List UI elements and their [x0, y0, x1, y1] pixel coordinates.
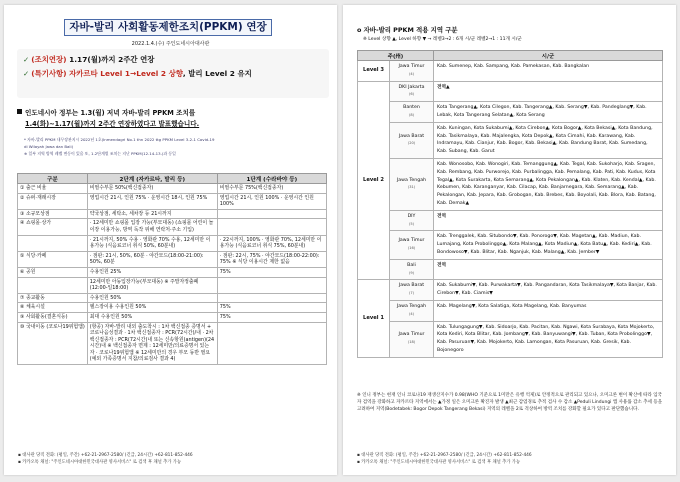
summary-bullet-1: ✓ (조치연장) 1.17(월)까지 2주간 연장: [23, 55, 155, 64]
level2-cell: 비필수부문 50%(백신접종자): [87, 184, 217, 194]
district-list: Kab. Sukabumi▼, Kab. Purwakarta▼, Kab. Pangandaran, Kota Tasikmalaya▼, Kota Banjar, Kab. Cirebon▼, Kab. Ciamis▼: [434, 280, 663, 301]
province-name: Jawa Tengah: [396, 303, 427, 309]
policy-note: ※ 인니 정부는 현재 인니 코로나19 재생산지수가 0.98(WHO 기준으로 1미만은 유행 억제)로 안정적으로 관리되고 있으나, 오미크론 변이 확산에 따라 입국자 검역을 강화하고 자카르타 지역에서는 ▲가정 일은 오미크론 확진자 발생 ▲최근 감염경로 추적 검사 수 감소 ▲Peduli Lindungi 앱 사용률 감소 추세 등을 고려하여 지역(Bodetabek: Bogor Depok Tangerang Bekasi) 지역의 레벨을 2로 격상하여 방역 조치를 강화할 필요가 있다고 판단했습니다.: [357, 393, 663, 413]
level2-cell: · 21시까지, 50% 수용 · 영화관 70% 수용, 12세미만 이용가능 (식음료코너 취식 50%, 60분내): [87, 235, 217, 251]
level1-cell: [217, 219, 326, 235]
table-row: [18, 193, 327, 209]
province-cell: [390, 81, 434, 102]
table-row: [358, 122, 663, 158]
province-name: Jawa Timur: [398, 332, 425, 338]
table-row: [358, 61, 663, 82]
category-cell: ① 출근 비율: [18, 184, 88, 194]
level1-cell: 영업시간 21시, 인원 100% · 운영시간 인원 100%: [217, 193, 326, 209]
level2-cell: 헬스장이용 수용인원 50%: [87, 303, 217, 313]
district-count: (5): [408, 221, 415, 226]
level1-cell: 75%: [217, 303, 326, 313]
province-name: Banten: [403, 105, 420, 111]
level2-cell: 12세미만 아동입장가능(부모대동) ※ 주말자정출폐(12:00-일18:00): [87, 277, 217, 293]
district-count: (16): [407, 246, 416, 251]
district-count: (18): [407, 340, 416, 345]
level-legend: ※ Level 상향 ▲, Level 하향 ▼ → 레벨3→2 : 6개 시/군 레벨2→1 : 11개 시/군: [363, 37, 522, 42]
district-list: Kota Tangerang▲, Kota Cilegon, Kab. Tangerang▲, Kab. Serang▼, Kab. Pandeglang▼, Kab. Lebak, Kota Tangerang Selatan▲, Kota Serang: [434, 102, 663, 123]
column-header: 구분: [18, 174, 88, 184]
category-cell: ⑥ 공원: [18, 267, 88, 277]
table-row: [18, 209, 327, 219]
column-header: 2단계 (자카르타, 발리 등): [87, 174, 217, 184]
district-count: (7): [408, 291, 415, 296]
regulation-notes: * 자바-발리 PPKM 내무장관지시 2022년 1호(Inmendagri No.1 thn 2022 ttg PPKM Level 3-2-1 Covid-19 di Wilayah Jawa dan Bali) ※ 일부 지역 방역 레벨 변동이 있음 또, 1.2단계별 조치는 지난 PPKM(12.14-13.)과 동일: [24, 137, 215, 156]
district-list: Kab. Tulungagung▼, Kab. Sidoarjo, Kab. Pacitan, Kab. Ngawi, Kota Surabaya, Kota Mojokerto, Kota Kediri, Kota Blitar, Kab. Jombang▼, Kab. Banyuwangi▼, Kab. Tuban, Kota Probolinggo▼, Kab. Pasuruan▼, Kab. Mojokerto, Kab. Lamongan, Kota Pasuruan, Kab. Gresik, Kab. Bojonegoro: [434, 321, 663, 357]
level2-cell: · 점판: 21시, 50%, 60분 · 야간모드(18:00-21:00): 50%, 60분: [87, 251, 217, 267]
table-row: [18, 267, 327, 277]
table-row: [18, 303, 327, 313]
table-row: [18, 184, 327, 194]
level1-cell: 75%: [217, 312, 326, 322]
district-count: (20): [407, 141, 416, 146]
province-name: Jawa Barat: [398, 283, 425, 289]
table-row: [358, 300, 663, 321]
table-row: [358, 102, 663, 123]
level1-cell: · 22시까지, 100% · 영화관 70%, 12세미만 이용가능 (식음료코너 취식 75%, 60분내): [217, 235, 326, 251]
category-cell: ⑤ 식당·카페: [18, 251, 88, 267]
district-count: (4): [408, 71, 415, 76]
restriction-table: [17, 173, 327, 365]
province-cell: [390, 158, 434, 210]
district-list: Kab. Sumenep, Kab. Sampang, Kab. Pamekasan, Kab. Bangkalan: [434, 61, 663, 82]
province-cell: [390, 259, 434, 280]
document-date: 2022.1.4.(수) 주인도네시아대사관: [131, 41, 210, 47]
province-cell: [390, 122, 434, 158]
province-cell: [390, 280, 434, 301]
province-cell: [390, 300, 434, 321]
table-row: [18, 235, 327, 251]
document-title: 자바-발리 사회활동제한조치(PPKM) 연장: [64, 19, 272, 36]
level2-cell: 약국상점, 세탁소, 세차장 등 21시까지: [87, 209, 217, 219]
level2-cell: 수용인원 50%: [87, 293, 217, 303]
column-header: 시/군: [434, 51, 663, 61]
level1-cell: 비필수부문 75%(백신접종자): [217, 184, 326, 194]
category-cell: ⑩ 국내이동 (코로나19위험앱): [18, 322, 88, 365]
table-row: [358, 321, 663, 357]
province-cell: [390, 231, 434, 259]
square-bullet-icon: [17, 109, 22, 114]
district-list: Kab. Magelang▼, Kota Salatiga, Kota Magelang, Kab. Banyumas: [434, 300, 663, 321]
level2-cell: 최대 수용인원 50%: [87, 312, 217, 322]
category-cell: [18, 235, 88, 251]
category-cell: ⑧ 체육시설: [18, 303, 88, 313]
summary-box: [17, 49, 329, 98]
page-footer: ▪ 대사관 당직 전화: (평일, 주간) +62-21-2967-2580/ (긴급, 24시간) +62-811-852-446 ▪ 카카오톡 채널: "주인도네시아대한민국대사관 영사서비스" 로 검색 후 채널 추가 가능: [357, 453, 532, 465]
region-table: [357, 50, 663, 358]
table-row: [18, 219, 327, 235]
district-list: Kab. Kuningan, Kota Sukabumi▲, Kota Cirebon▲, Kota Bogor▲, Kota Bekasi▲, Kota Bandung, Kab. Tasikmalaya, Kab. Majalengka, Kota Depok▲, Kota Cimahi, Kab. Karawang, Kab. Indramayu, Kab. Cianjur, Kab. Bogor, Kab. Bekasi▲, Kab. Bandung Barat, Kab. Sumedang, Kab. Subang, Kab. Garut: [434, 122, 663, 158]
column-header: 주(州): [358, 51, 434, 61]
district-list: 전역: [434, 259, 663, 280]
province-name: Jawa Timur: [398, 238, 425, 244]
right-page: [343, 5, 676, 475]
level1-cell: [217, 277, 326, 293]
category-cell: ④ 쇼핑몰·상가: [18, 219, 88, 235]
announcement: 인도네시아 정부는 1.3(월) 저녁 자바-발리 PPKM 조치를 1.4(화)~1.17(월)까지 2주간 연장하였다고 발표했습니다.: [17, 108, 327, 130]
category-cell: ② 슈퍼·재래시장: [18, 193, 88, 209]
district-count: (8): [408, 112, 415, 117]
table-row: [18, 322, 327, 365]
province-name: Jawa Barat: [398, 133, 425, 139]
check-icon: ✓: [23, 55, 30, 64]
level-cell: Level 1: [358, 280, 390, 357]
province-name: Jawa Tengah: [396, 177, 427, 183]
region-title: o 자바-발리 PPKM 적용 지역 구분: [357, 26, 458, 34]
province-name: DIY: [407, 213, 416, 219]
province-name: Jawa Timur: [398, 64, 425, 69]
level1-cell: [217, 293, 326, 303]
column-header: 1단계 (수라바야 등): [217, 174, 326, 184]
district-list: 전역: [434, 210, 663, 231]
category-cell: ⑨ 사회활동(결혼식등): [18, 312, 88, 322]
province-cell: [390, 210, 434, 231]
category-cell: [18, 277, 88, 293]
level1-cell: 75%: [217, 267, 326, 277]
district-count: (6): [408, 92, 415, 97]
level2-cell: · 12세미만 쇼핑몰 입장 가능(부모대동) (쇼핑몰 어린이 놀이장 이용가능, 방역 독작 위해 연락처·주소 기입): [87, 219, 217, 235]
table-row: [358, 158, 663, 210]
category-cell: ⑦ 종교활동: [18, 293, 88, 303]
check-icon: ✓: [23, 69, 30, 78]
level-cell: Level 2: [358, 81, 390, 280]
left-page: [4, 5, 337, 475]
table-row: [358, 210, 663, 231]
province-cell: [390, 102, 434, 123]
level2-cell: (항공) 자바-발리 내외 출도착시 : 1차 백신접종 증명서 + 코로나음성결과 · 1차 백신접종자 : PCR(72시간)/내 · 2차 백신접종자 : PCR(72시간)내 또는 신속항원(antigen)(24시간)내 ※ 백신접종자 면제 : 12세미만/의료증명서 있는 자 · 코로나19위험앱 ※ 12세미만의 경우 부모 동반 필요(예외 가족증명서 지참/의료검사 결과 4): [87, 322, 217, 365]
district-list: Kab. Wonosobo, Kab. Wonogiri, Kab. Temanggung▲, Kab. Tegal, Kab. Sukoharjo, Kab. Sragen, Kab. Rembang, Kab. Purworejo, Kab. Purbalingga, Kab. Pemalang, Kab. Pati, Kab. Kudus, Kota Tegal▲, Kota Surakarta, Kota Semarang▲, Kota Pekalongan▲, Kab. Klaten, Kab. Kendal▲, Kab. Kebumen, Kab. Karanganyar, Kab. Cilacap, Kab. Banjarnegara, Kab. Semarang▲, Kab. Pekalongan, Kab. Jepara, Kab. Grobogan, Kab. Brebes, Kab. Boyolali, Kab. Blora, Kab. Batang, Kab. Demak▲: [434, 158, 663, 210]
table-row: [18, 293, 327, 303]
table-row: [358, 81, 663, 102]
district-list: Kab. Trenggalek, Kab. Situbondo▼, Kab. Ponorogo▼, Kab. Magetan▲, Kab. Madiun, Kab. Lumajang, Kota Probolinggo▲, Kota Malang▲, Kota Madiun▲, Kota Batu▲, Kab. Kediri▲, Kab. Bondowoso▼, Kab. Blitar, Kab. Nganjuk, Kab. Malang▲, Kab. Jember▼: [434, 231, 663, 259]
district-count: (9): [408, 270, 415, 275]
level1-cell: [217, 322, 326, 365]
table-row: [18, 251, 327, 267]
level2-cell: 영업시간 21시, 인원 75% · 운영시간 18시, 인원 75%: [87, 193, 217, 209]
table-row: [358, 231, 663, 259]
district-list: 전역▲: [434, 81, 663, 102]
province-cell: [390, 61, 434, 82]
district-count: (4): [408, 311, 415, 316]
level2-cell: 수용인원 25%: [87, 267, 217, 277]
level1-cell: [217, 209, 326, 219]
province-name: DKI Jakarta: [398, 84, 425, 90]
table-row: [358, 280, 663, 301]
summary-bullet-2: ✓ (특기사항) 자카르타 Level 1→Level 2 상향, 발리 Level 2 유지: [23, 69, 252, 78]
category-cell: ③ 소규모상점: [18, 209, 88, 219]
province-name: Bali: [407, 262, 416, 268]
page-footer: ▪ 대사관 당직 전화: (평일, 주간) +62-21-2967-2580/ (긴급, 24시간) +62-811-852-446 ▪ 카카오톡 채널: "주인도네시아대한민국대사관 영사서비스" 로 검색 후 채널 추가 가능: [18, 453, 193, 465]
level-cell: Level 3: [358, 61, 390, 82]
table-row: [358, 259, 663, 280]
level1-cell: · 점판: 22시, 75% · 야간모드(18:00-22:00): 75% ※ 식당 이용시간 제한 없음: [217, 251, 326, 267]
table-row: [18, 312, 327, 322]
table-row: [18, 277, 327, 293]
province-cell: [390, 321, 434, 357]
district-count: (31): [407, 185, 416, 190]
